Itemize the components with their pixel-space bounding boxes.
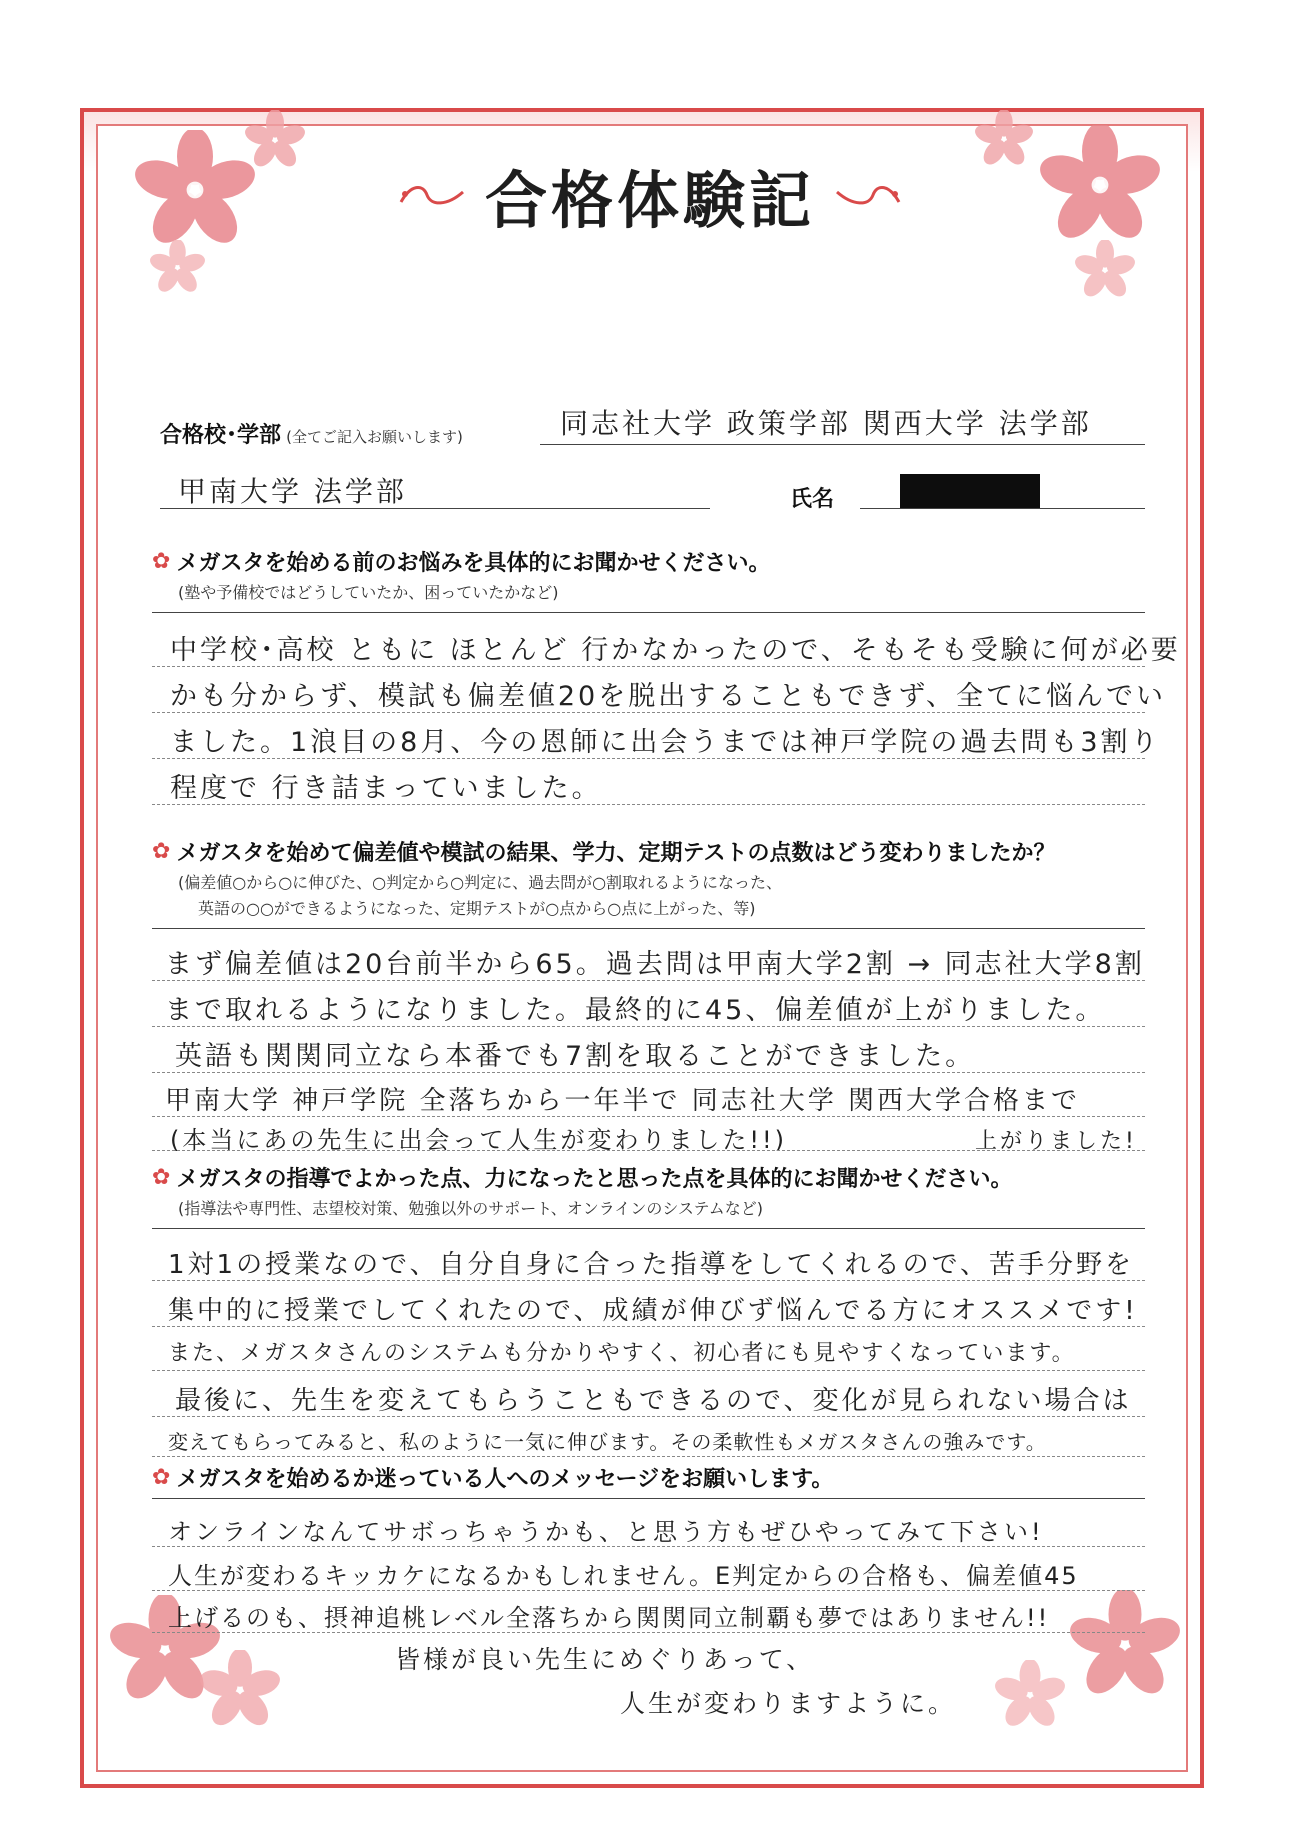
sakura-bullet-icon: ✿ <box>152 1165 171 1190</box>
ruled-line <box>152 1416 1145 1417</box>
underline <box>160 508 710 509</box>
ruled-line <box>152 1546 1145 1547</box>
section-rule <box>152 612 1145 613</box>
flourish-right-icon <box>833 180 903 210</box>
flourish-left-icon <box>397 180 467 210</box>
question-3-hint: (指導法や専門性、志望校対策、勉強以外のサポート、オンラインのシステムなど) <box>178 1199 763 1218</box>
ruled-line <box>152 1150 1145 1151</box>
ruled-line <box>152 758 1145 759</box>
ruled-line <box>152 712 1145 713</box>
answer-3-line: 変えてもらってみると、私のように一気に伸びます。その柔軟性もメガスタさんの強みです。 <box>168 1430 1047 1454</box>
underline <box>540 444 1145 445</box>
ruled-line <box>152 1072 1145 1073</box>
sakura-icon <box>200 1650 280 1730</box>
answer-3-line: 最後に、先生を変えてもらうこともできるので、変化が見られない場合は <box>175 1386 1132 1416</box>
school-answer-line1: 同志社大学 政策学部 関西大学 法学部 <box>560 407 1092 440</box>
ruled-line <box>152 1632 1145 1633</box>
question-4: ✿ メガスタを始めるか迷っている人へのメッセージをお願いします。 <box>152 1465 834 1492</box>
school-answer-line2: 甲南大学 法学部 <box>178 475 407 508</box>
answer-2-line: まで取れるようになりました。最終的に45、偏差値が上がりました。 <box>165 995 1106 1026</box>
answer-4-line: 上げるのも、摂神追桃レベル全落ちから関関同立制覇も夢ではありません!! <box>168 1604 1050 1632</box>
ruled-line <box>152 1116 1145 1117</box>
answer-1-line: ました。1浪目の8月、今の恩師に出会うまでは神戸学院の過去問も3割り <box>170 727 1161 758</box>
underline <box>860 508 1145 509</box>
ruled-line <box>152 1456 1145 1457</box>
sakura-bullet-icon: ✿ <box>152 839 171 864</box>
answer-3-line: 集中的に授業でしてくれたので、成績が伸びず悩んでる方にオススメです! <box>168 1296 1138 1326</box>
school-label: 合格校･学部 <box>160 423 282 448</box>
ruled-line <box>152 1026 1145 1027</box>
sakura-icon <box>995 1660 1065 1730</box>
title-bar <box>0 150 1300 240</box>
sakura-icon <box>1070 1590 1180 1700</box>
ruled-line <box>152 1590 1145 1591</box>
ruled-line <box>152 980 1145 981</box>
school-label-row <box>160 418 463 449</box>
answer-4-line: 人生が変わるキッカケになるかもしれません。E判定からの合格も、偏差値45 <box>168 1562 1079 1590</box>
sakura-icon <box>150 240 205 295</box>
ruled-line <box>152 1280 1145 1281</box>
answer-2-line: 甲南大学 神戸学院 全落ちから一年半で 同志社大学 関西大学合格まで <box>165 1086 1081 1116</box>
question-1: ✿ メガスタを始める前のお悩みを具体的にお聞かせください。 <box>152 549 771 576</box>
sakura-bullet-icon: ✿ <box>152 549 171 574</box>
sakura-bullet-icon: ✿ <box>152 1465 171 1490</box>
answer-4-line: 皆様が良い先生にめぐりあって、 <box>395 1645 815 1674</box>
answer-2-extra: 上がりました! <box>975 1129 1137 1154</box>
redacted-name <box>900 474 1040 508</box>
ruled-line <box>152 666 1145 667</box>
answer-2-line: (本当にあの先生に出会って人生が変わりました!!) <box>170 1126 787 1154</box>
question-2-hint: (偏差値○から○に伸びた、○判定から○判定に、過去問が○割取れるようになった、 <box>178 873 783 892</box>
name-label: 氏名 <box>790 487 835 512</box>
question-1-hint: (塾や予備校ではどうしていたか、困っていたかなど) <box>178 583 559 602</box>
answer-4-line: 人生が変わりますように。 <box>620 1689 957 1718</box>
section-rule <box>152 1498 1145 1499</box>
question-2-hint: 英語の○○ができるようになった、定期テストが○点から○点に上がった、等) <box>198 899 756 918</box>
answer-1-line: かも分からず、模試も偏差値20を脱出することもできず、全てに悩んでい <box>170 681 1167 712</box>
ruled-line <box>152 1326 1145 1327</box>
answer-1-line: 中学校･高校 ともに ほとんど 行かなかったので、そもそも受験に何が必要 <box>170 635 1181 666</box>
school-note: (全てご記入お願いします) <box>286 428 463 446</box>
answer-1-line: 程度で 行き詰まっていました。 <box>170 773 602 804</box>
ruled-line <box>152 1370 1145 1371</box>
answer-2-line: まず偏差値は20台前半から65。過去問は甲南大学2割 → 同志社大学8割 <box>165 949 1145 980</box>
answer-2-line: 英語も関関同立なら本番でも7割を取ることができました。 <box>175 1041 976 1072</box>
answer-3-line: 1対1の授業なので、自分自身に合った指導をしてくれるので、苦手分野を <box>168 1250 1135 1280</box>
sakura-icon <box>1075 240 1135 300</box>
ruled-line <box>152 804 1145 805</box>
answer-3-line: また、メガスタさんのシステムも分かりやすく、初心者にも見やすくなっています。 <box>168 1341 1076 1366</box>
section-rule <box>152 928 1145 929</box>
question-2: ✿ メガスタを始めて偏差値や模試の結果、学力、定期テストの点数はどう変わりましたか？ <box>152 839 1056 866</box>
answer-4-line: オンラインなんてサボっちゃうかも、と思う方もぜひやってみて下さい! <box>168 1518 1044 1546</box>
question-3: ✿ メガスタの指導でよかった点、力になったと思った点を具体的にお聞かせください。 <box>152 1165 1013 1192</box>
section-rule <box>152 1228 1145 1229</box>
page-title: 合格体験記 <box>484 163 815 237</box>
